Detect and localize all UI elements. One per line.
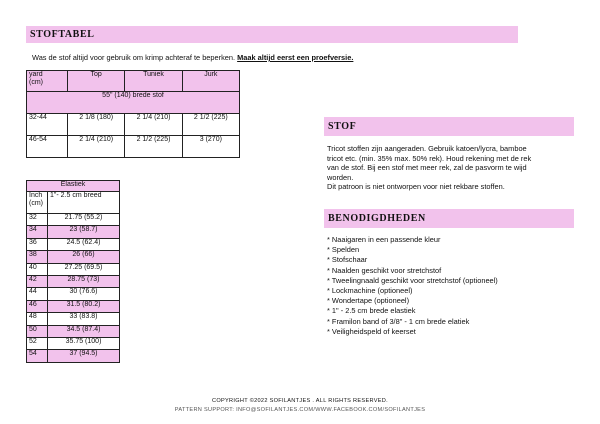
header-size: yard (cm)	[27, 71, 68, 92]
table-row	[27, 238, 120, 250]
header-tuniek: Tuniek	[125, 71, 182, 92]
stof-line: tricot etc. (min. 35% max. 50% rek). Houd rekening met de rek	[327, 153, 532, 163]
table-row	[27, 288, 120, 300]
stof-line: Dit patroon is niet ontworpen voor niet rekbare stoffen.	[327, 182, 505, 192]
elastic-size-cell: 34	[27, 226, 48, 238]
footer-copyright: COPYRIGHT ©2022 SOFILANTJES . ALL RIGHTS RESERVED.	[211, 398, 388, 404]
table-header-row	[27, 71, 240, 92]
elastic-size-cell: 38	[27, 251, 48, 263]
elastic-size-cell: 50	[27, 325, 48, 337]
row-tuniek: 2 1/2 (225)	[125, 136, 182, 158]
benodigdheden-heading	[324, 209, 574, 228]
stof-line: worden.	[327, 172, 354, 182]
list-item: * Wondertape (optioneel)	[327, 296, 410, 306]
row-top: 2 1/8 (180)	[68, 114, 125, 136]
stof-heading	[324, 117, 574, 136]
elastic-size-cell: 40	[27, 263, 48, 275]
row-size: 46-54	[27, 136, 68, 158]
table-row	[27, 313, 120, 325]
elastic-length-cell: 30 (76.6)	[48, 288, 120, 300]
elastic-length-cell: 31.5 (80.2)	[48, 300, 120, 312]
elastic-size-cell: 32	[27, 214, 48, 226]
elastic-size-cell: 52	[27, 337, 48, 349]
row-jurk: 2 1/2 (225)	[182, 114, 239, 136]
stof-text	[327, 144, 587, 192]
list-item: * 1" - 2.5 cm brede elastiek	[327, 306, 416, 316]
elastic-length-cell: 23 (58.7)	[48, 226, 120, 238]
stof-line: Tricot stoffen zijn aangeraden. Gebruik katoen/lycra, bamboe	[327, 144, 527, 153]
elastic-length-cell: 28.75 (73)	[48, 275, 120, 287]
elastic-header-width: 1"- 2.5 cm breed	[48, 192, 120, 214]
list-item: * Spelden	[327, 245, 360, 255]
list-item: * Naalden geschikt voor stretchstof	[327, 265, 442, 275]
table-row	[27, 337, 120, 349]
intro-text: Was de stof altijd voor gebruik om krimp achteraf te beperken.	[32, 53, 236, 62]
row-jurk: 3 (270)	[182, 136, 239, 158]
list-item: * Veiligheidspeld of keerset	[327, 326, 416, 336]
elastic-size-cell: 44	[27, 288, 48, 300]
row-tuniek: 2 1/4 (210)	[125, 114, 182, 136]
list-item: * Lockmachine (optioneel)	[327, 285, 413, 295]
elastic-size-cell: 36	[27, 238, 48, 250]
elastic-length-cell: 24.5 (62.4)	[48, 238, 120, 250]
elastic-size-cell: 46	[27, 300, 48, 312]
elastic-length-cell: 35.75 (100)	[48, 337, 120, 349]
fabric-width-row	[27, 92, 240, 114]
stoftabel-heading	[26, 26, 518, 43]
elastic-table	[26, 180, 120, 363]
header-top: Top	[68, 71, 125, 92]
intro-bold-text: Maak altijd eerst een proefversie.	[237, 53, 354, 62]
elastic-title: Elastiek	[27, 181, 120, 192]
table-row	[27, 136, 240, 158]
elastic-length-cell: 34.5 (87.4)	[48, 325, 120, 337]
header-jurk: Jurk	[182, 71, 239, 92]
elastic-length-cell: 21.75 (55.2)	[48, 214, 120, 226]
elastic-title-row	[27, 181, 120, 192]
fabric-width-label: 55" (140) brede stof	[27, 92, 240, 114]
row-top: 2 1/4 (210)	[68, 136, 125, 158]
table-row	[27, 350, 120, 362]
stof-line: van de stof. Bij een stof met meer rek, zal de pasvorm te wijd	[327, 163, 527, 173]
list-item: * Naaigaren in een passende kleur	[327, 235, 441, 244]
table-row	[27, 226, 120, 238]
table-row	[27, 251, 120, 263]
table-row	[27, 325, 120, 337]
table-row	[27, 275, 120, 287]
list-item: * Framilon band of 3/8" - 1 cm brede elatiek	[327, 316, 470, 326]
footer-support: PATTERN SUPPORT: INFO@SOFILANTJES.COM/WWW.FACEBOOK.COM/SOFILANTJES	[174, 407, 426, 413]
elastic-size-cell: 48	[27, 313, 48, 325]
elastic-header-row	[27, 192, 120, 214]
row-size: 32-44	[27, 114, 68, 136]
table-row	[27, 214, 120, 226]
table-row	[27, 263, 120, 275]
elastic-length-cell: 37 (94.5)	[48, 350, 120, 362]
list-item: * Tweelingnaald geschikt voor stretchstof (optioneel)	[327, 275, 498, 285]
table-row	[27, 300, 120, 312]
benodigdheden-title: BENODIGDHEDEN	[328, 213, 426, 224]
fabric-table	[26, 70, 240, 158]
elastic-size-cell: 42	[27, 275, 48, 287]
supplies-list	[327, 235, 498, 337]
stof-title: STOF	[328, 121, 357, 132]
stoftabel-intro	[32, 53, 353, 63]
elastic-length-cell: 33 (83.8)	[48, 313, 120, 325]
elastic-length-cell: 27.25 (69.5)	[48, 263, 120, 275]
elastic-size-cell: 54	[27, 350, 48, 362]
stoftabel-title: STOFTABEL	[30, 29, 95, 40]
elastic-body	[27, 214, 120, 363]
table-row	[27, 114, 240, 136]
list-item: * Stofschaar	[327, 255, 368, 265]
elastic-length-cell: 26 (66)	[48, 251, 120, 263]
elastic-header-size: Inch (cm)	[27, 192, 48, 214]
